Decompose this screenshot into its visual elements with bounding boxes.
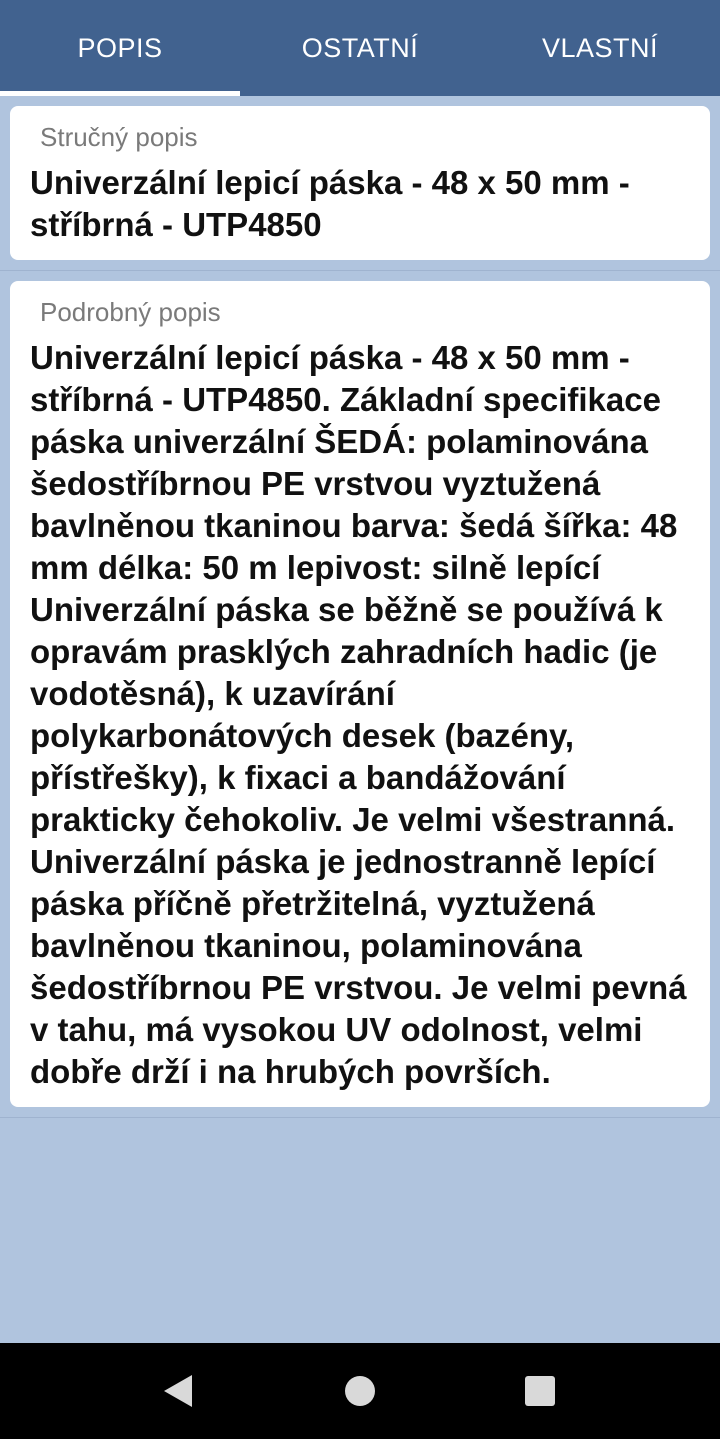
content-scroll[interactable] [0, 96, 720, 1343]
tab-bar [0, 0, 720, 96]
short-description-label: Stručný popis [40, 122, 198, 152]
short-description-section [0, 96, 720, 271]
tab-ostatni[interactable]: OSTATNÍ [301, 32, 419, 63]
detailed-description-section [0, 271, 720, 1118]
system-navigation-bar [0, 1343, 720, 1439]
recents-square-icon [525, 1376, 555, 1406]
tab-popis[interactable]: POPIS [0, 0, 240, 96]
recents-button[interactable] [492, 1343, 588, 1439]
detailed-description-text: Univerzální lepicí páska - 48 x 50 mm - stříbrná - UTP4850. Základní specifikace páska univerzální ŠEDÁ: polaminována šedostříbrnou PE vrstvou vyztužená bavlněnou tkaninou barva: šedá šířka: 48 mm délka: 50 m lepivost: silně lepící Univerzální páska se běžně se používá k opravám prasklých zahradních hadic (je vodotěsná), k uzavírání polykarbonátových desek (bazény, přístřešky), k fixaci a bandážování prakticky čehokoliv. Je velmi všestranná. Univerzální páska je jednostranně lepící páska příčně přetržitelná, vyztužená bavlněnou tkaninou, polaminována šedostříbrnou PE vrstvou. Je velmi pevná v tahu, má vysokou UV odolnost, velmi dobře drží i na hrubých površích. [30, 339, 687, 1090]
detailed-description-card [10, 281, 710, 1107]
detailed-description-label: Podrobný popis [40, 297, 221, 327]
tab-vlastni[interactable]: VLASTNÍ [541, 32, 659, 63]
home-button[interactable] [312, 1343, 408, 1439]
back-triangle-icon [164, 1375, 192, 1407]
short-description-text: Univerzální lepicí páska - 48 x 50 mm - stříbrná - UTP4850 [30, 164, 630, 243]
short-description-card [10, 106, 710, 260]
back-button[interactable] [130, 1343, 226, 1439]
home-circle-icon [345, 1376, 375, 1406]
